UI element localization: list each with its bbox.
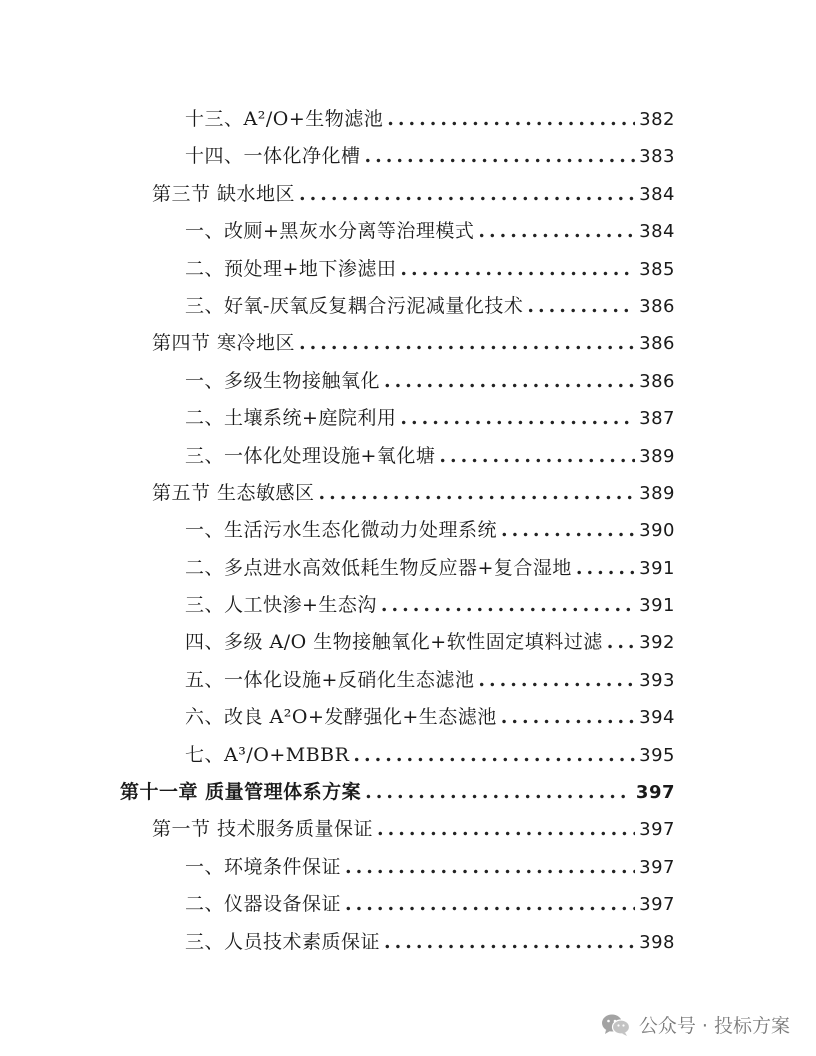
- toc-entry[interactable]: [0, 699, 816, 736]
- toc-section-entry[interactable]: [0, 325, 816, 362]
- toc-entry-title: 一、改厕+黑灰水分离等治理模式: [185, 220, 475, 243]
- toc-dot-leader: [353, 737, 635, 774]
- toc-entry-title: 一、环境条件保证: [185, 855, 342, 878]
- wechat-watermark: [601, 1011, 790, 1038]
- toc-page-number: 392: [639, 632, 675, 654]
- toc-page-number: 397: [635, 782, 675, 804]
- toc-page-number: 391: [639, 557, 675, 579]
- toc-entry-title: 五、一体化设施+反硝化生态滤池: [185, 668, 475, 691]
- toc-dot-leader: [384, 924, 635, 961]
- toc-entry-title: 第一节 技术服务质量保证: [152, 818, 374, 841]
- toc-entry[interactable]: [0, 288, 816, 325]
- toc-dot-leader: [400, 400, 635, 437]
- toc-entry[interactable]: [0, 849, 816, 886]
- toc-entry[interactable]: [0, 400, 816, 437]
- toc-section-entry[interactable]: [0, 176, 816, 213]
- toc-entry-title: 一、生活污水生态化微动力处理系统: [185, 519, 498, 542]
- toc-entry-title: 二、土壤系统+庭院利用: [185, 407, 397, 430]
- toc-entry[interactable]: [0, 886, 816, 923]
- toc-chapter-entry[interactable]: [0, 774, 816, 811]
- toc-entry[interactable]: [0, 101, 816, 138]
- toc-entry-title: 六、改良 A²O+发酵强化+生态滤池: [185, 706, 497, 729]
- toc-section-entry[interactable]: [0, 475, 816, 512]
- toc-entry-title: 三、人工快渗+生态沟: [185, 594, 377, 617]
- toc-dot-leader: [299, 176, 635, 213]
- toc-entry-title: 第三节 缺水地区: [152, 182, 296, 205]
- toc-dot-leader: [345, 849, 635, 886]
- toc-entry-title: 第十一章 质量管理体系方案: [120, 781, 362, 804]
- toc-page-number: 398: [639, 931, 675, 953]
- toc-entry-title: 一、多级生物接触氧化: [185, 369, 381, 392]
- toc-entry[interactable]: [0, 737, 816, 774]
- toc-dot-leader: [501, 512, 635, 549]
- toc-dot-leader: [439, 438, 635, 475]
- toc-page-number: 397: [639, 894, 675, 916]
- toc-entry-title: 第四节 寒冷地区: [152, 332, 296, 355]
- toc-dot-leader: [501, 699, 635, 736]
- toc-entry[interactable]: [0, 550, 816, 587]
- toc-page-number: 397: [639, 819, 675, 841]
- toc-dot-leader: [365, 138, 636, 175]
- toc-entry-title: 七、A³/O+MBBR: [185, 743, 350, 766]
- toc-page-number: 397: [639, 856, 675, 878]
- toc-page-number: 390: [639, 520, 675, 542]
- toc-page-number: 384: [639, 221, 675, 243]
- toc-entry-title: 二、预处理+地下渗滤田: [185, 257, 397, 280]
- toc-page-number: 385: [639, 258, 675, 280]
- toc-dot-leader: [319, 475, 636, 512]
- toc-dot-leader: [387, 101, 635, 138]
- toc-entry-title: 三、人员技术素质保证: [185, 930, 381, 953]
- toc-dot-leader: [384, 363, 635, 400]
- toc-page-number: 394: [639, 707, 675, 729]
- toc-page-number: 386: [639, 295, 675, 317]
- toc-page-number: 387: [639, 408, 675, 430]
- toc-entry-title: 四、多级 A/O 生物接触氧化+软性固定填料过滤: [185, 631, 603, 654]
- toc-section-entry[interactable]: [0, 811, 816, 848]
- toc-page-number: 386: [639, 333, 675, 355]
- toc-dot-leader: [345, 886, 635, 923]
- toc-entry-title: 十四、一体化净化槽: [185, 145, 361, 168]
- toc-entry-title: 三、一体化处理设施+氧化塘: [185, 444, 436, 467]
- toc-dot-leader: [527, 288, 635, 325]
- toc-page-number: 391: [639, 595, 675, 617]
- toc-entry[interactable]: [0, 138, 816, 175]
- toc-entry[interactable]: [0, 438, 816, 475]
- toc-entry-title: 第五节 生态敏感区: [152, 481, 315, 504]
- toc-entry-title: 二、仪器设备保证: [185, 893, 342, 916]
- toc-dot-leader: [478, 662, 635, 699]
- toc-entry-title: 十三、A²/O+生物滤池: [185, 108, 384, 130]
- toc-entry[interactable]: [0, 924, 816, 961]
- toc-entry-title: 三、好氧-厌氧反复耦合污泥减量化技术: [185, 294, 524, 317]
- toc-entry[interactable]: [0, 587, 816, 624]
- toc-entry[interactable]: [0, 213, 816, 250]
- toc-page-number: 395: [639, 744, 675, 766]
- toc-dot-leader: [299, 325, 635, 362]
- toc-dot-leader: [400, 251, 635, 288]
- toc-dot-leader: [377, 811, 635, 848]
- toc-dot-leader: [607, 624, 635, 661]
- toc-dot-leader: [381, 587, 635, 624]
- toc-page-number: 386: [639, 370, 675, 392]
- toc-dot-leader: [478, 213, 635, 250]
- toc-page-number: 389: [639, 445, 675, 467]
- toc-page-number: 384: [639, 183, 675, 205]
- toc-entry[interactable]: [0, 363, 816, 400]
- table-of-contents: [0, 101, 816, 961]
- wechat-icon: [601, 1013, 631, 1037]
- toc-page-number: 383: [639, 146, 675, 168]
- toc-dot-leader: [365, 774, 632, 811]
- toc-entry[interactable]: [0, 662, 816, 699]
- toc-entry[interactable]: [0, 251, 816, 288]
- toc-entry[interactable]: [0, 624, 816, 661]
- toc-page-number: 389: [639, 482, 675, 504]
- toc-page-number: 382: [639, 109, 675, 130]
- watermark-text: 公众号 · 投标方案: [638, 1015, 790, 1037]
- toc-entry[interactable]: [0, 512, 816, 549]
- toc-entry-title: 二、多点进水高效低耗生物反应器+复合湿地: [185, 556, 572, 579]
- toc-dot-leader: [576, 550, 635, 587]
- toc-page-number: 393: [639, 669, 675, 691]
